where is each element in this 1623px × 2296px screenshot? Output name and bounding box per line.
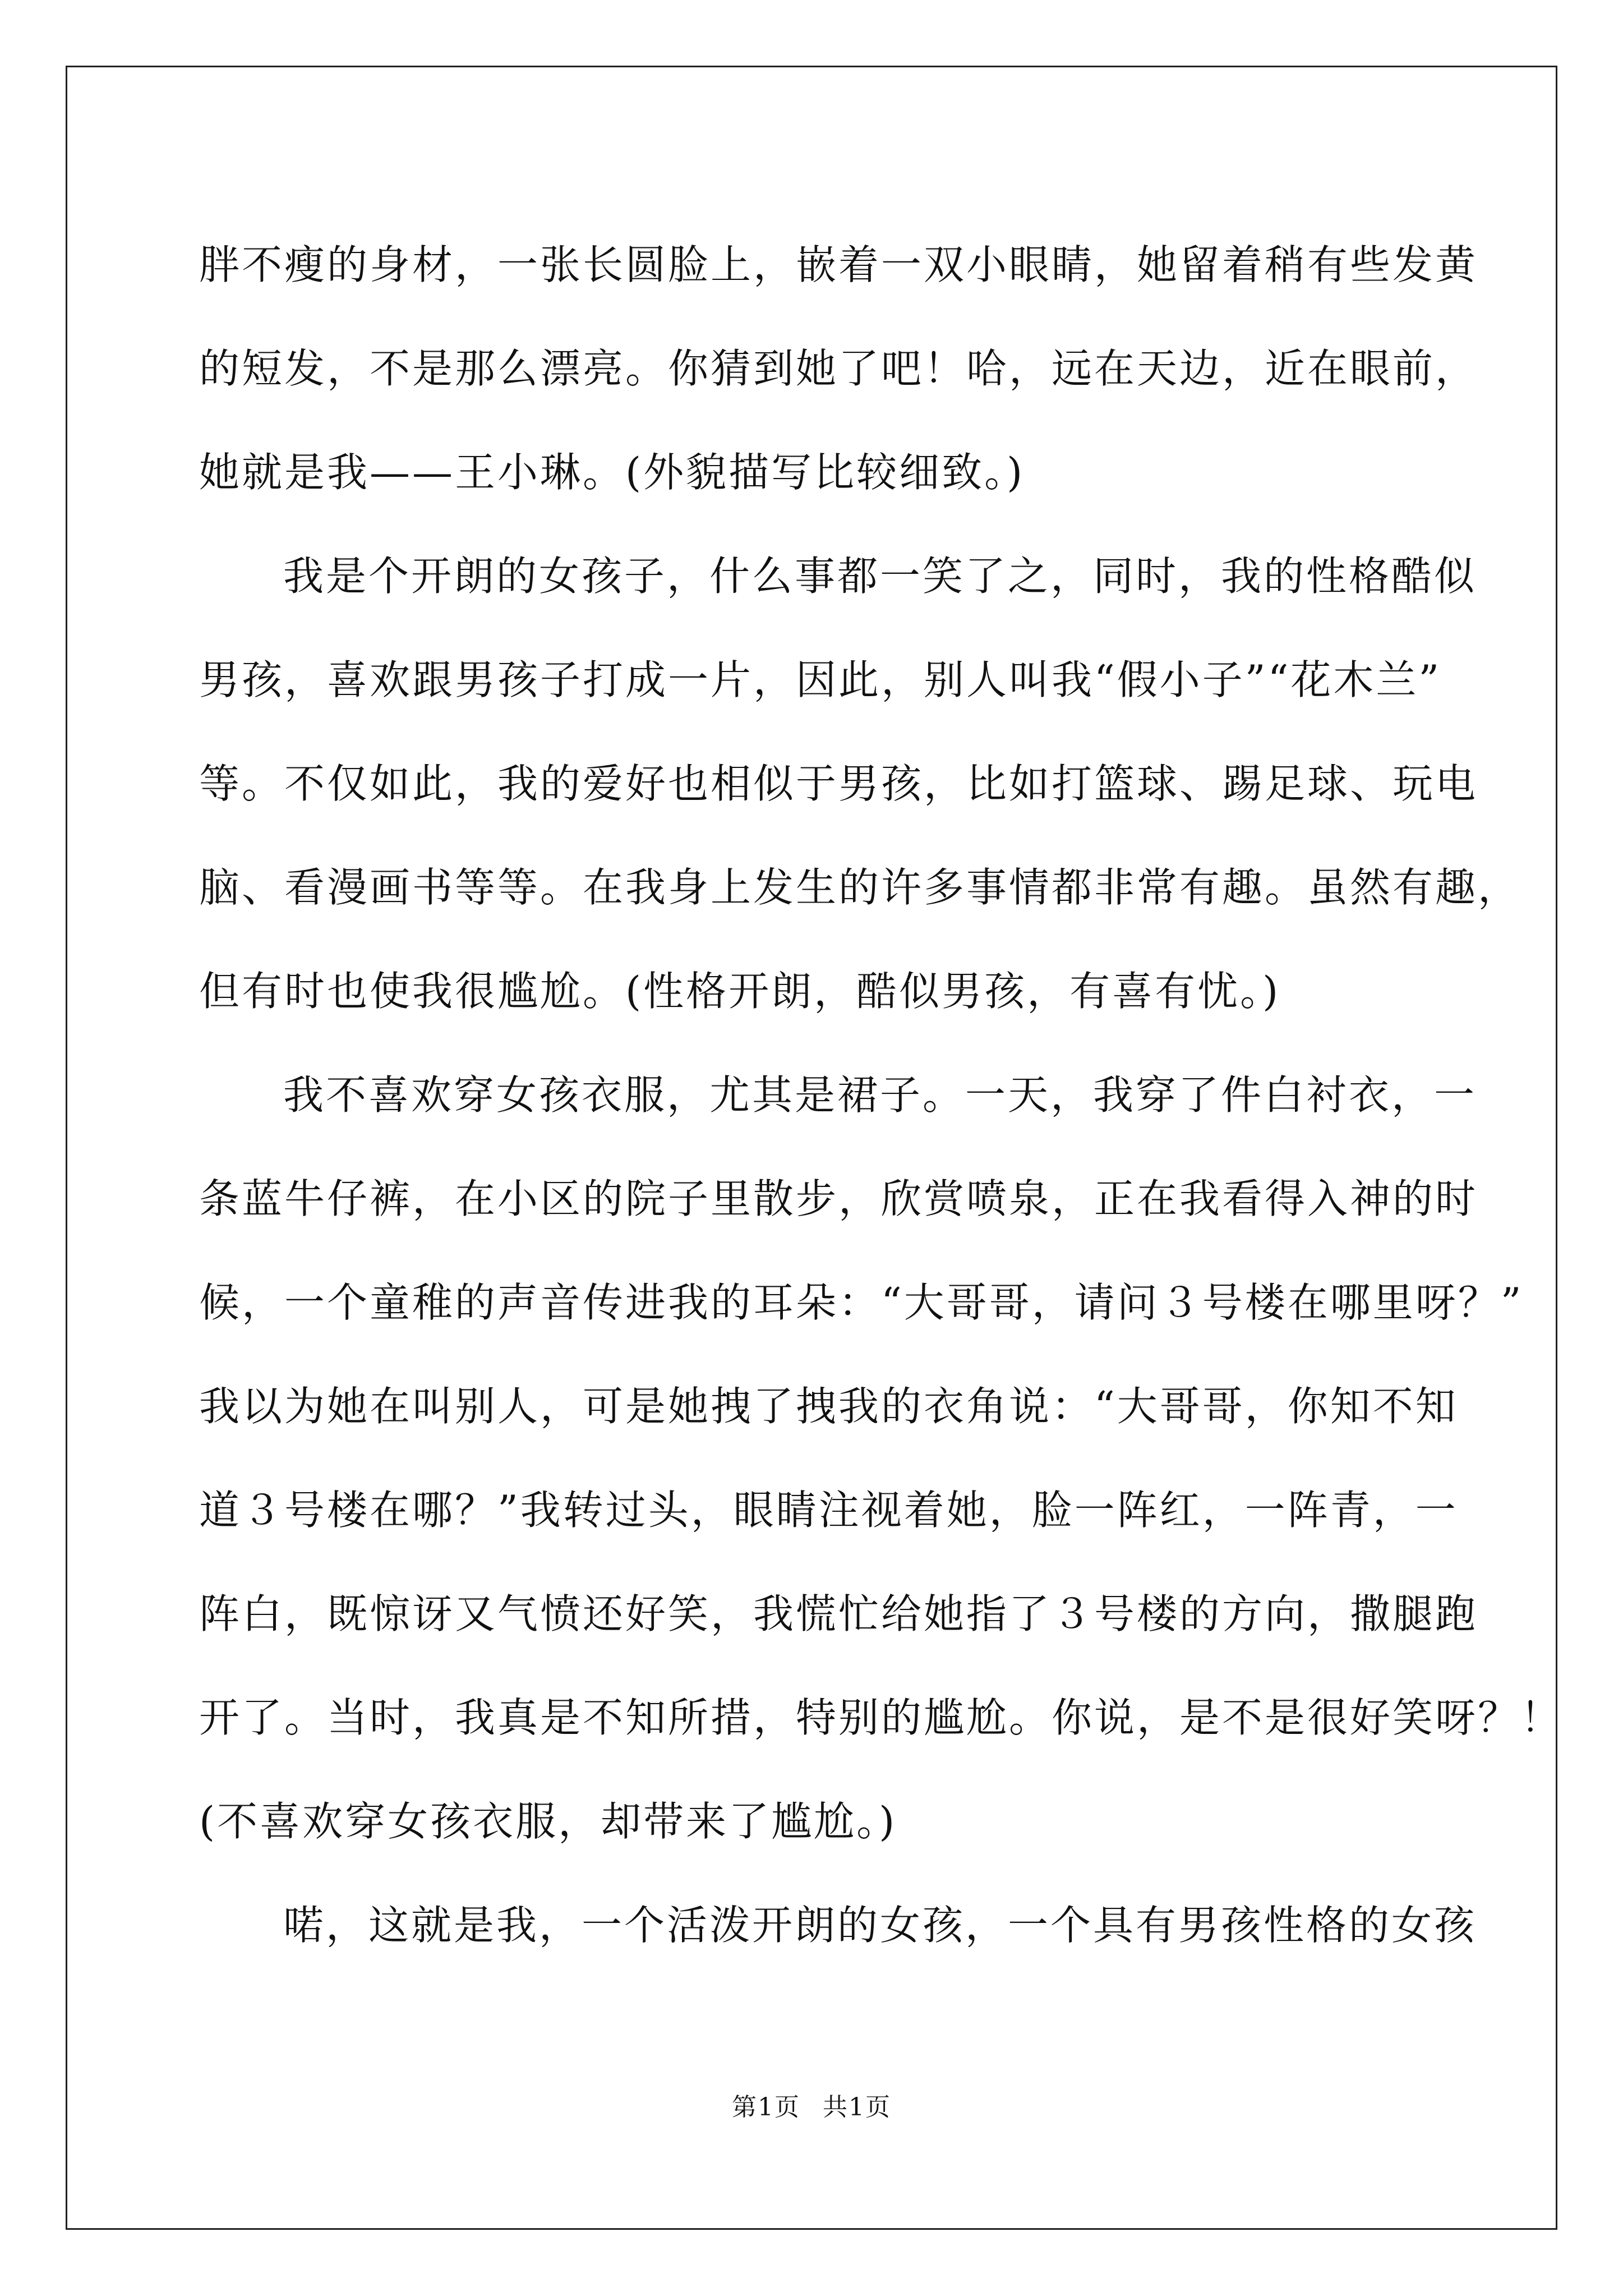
text-line-indented: 我是个开朗的女孩子，什么事都一笑了之，同时，我的性格酷似 (283, 553, 1477, 600)
text-line: 道３号楼在哪？”我转过头，眼睛注视着她，脸一阵红，一阵青，一 (199, 1487, 1458, 1534)
text-line: 我以为她在叫别人，可是她拽了拽我的衣角说：“大哥哥，你知不知 (199, 1383, 1458, 1430)
page-number-total: 共1页 (823, 2093, 891, 2122)
text-line: 候，一个童稚的声音传进我的耳朵：“大哥哥，请问３号楼在哪里呀？” (199, 1279, 1524, 1326)
text-line: (不喜欢穿女孩衣服，却带来了尴尬。) (199, 1798, 897, 1845)
text-line-indented: 我不喜欢穿女孩衣服，尤其是裙子。一天，我穿了件白衬衣，一 (283, 1071, 1477, 1119)
text-line: 胖不瘦的身材，一张长圆脸上，嵌着一双小眼睛，她留着稍有些发黄 (199, 241, 1478, 288)
text-line: 男孩，喜欢跟男孩子打成一片，因此，别人叫我“假小子”“花木兰” (199, 656, 1442, 703)
text-line-indented: 喏，这就是我，一个活泼开朗的女孩，一个具有男孩性格的女孩 (283, 1902, 1477, 1949)
text-line: 开了。当时，我真是不知所措，特别的尴尬。你说，是不是很好笑呀？！ (199, 1694, 1564, 1741)
page-footer (0, 2087, 1623, 2123)
text-line: 但有时也使我很尴尬。(性格开朗，酷似男孩，有喜有忧。) (199, 968, 1281, 1015)
document-body (199, 213, 1564, 1977)
text-line: 她就是我——王小琳。(外貌描写比较细致。) (199, 449, 1025, 496)
text-line: 等。不仅如此，我的爱好也相似于男孩，比如打篮球、踢足球、玩电 (199, 760, 1478, 807)
text-line: 阵白，既惊讶又气愤还好笑，我慌忙给她指了３号楼的方向，撒腿跑 (199, 1590, 1478, 1637)
text-line: 条蓝牛仔裤，在小区的院子里散步，欣赏喷泉，正在我看得入神的时 (199, 1175, 1478, 1222)
text-line: 脑、看漫画书等等。在我身上发生的许多事情都非常有趣。虽然有趣， (199, 864, 1521, 911)
text-line: 的短发，不是那么漂亮。你猜到她了吧！哈，远在天边，近在眼前， (199, 345, 1478, 392)
page-number-current: 第1页 (732, 2093, 800, 2122)
